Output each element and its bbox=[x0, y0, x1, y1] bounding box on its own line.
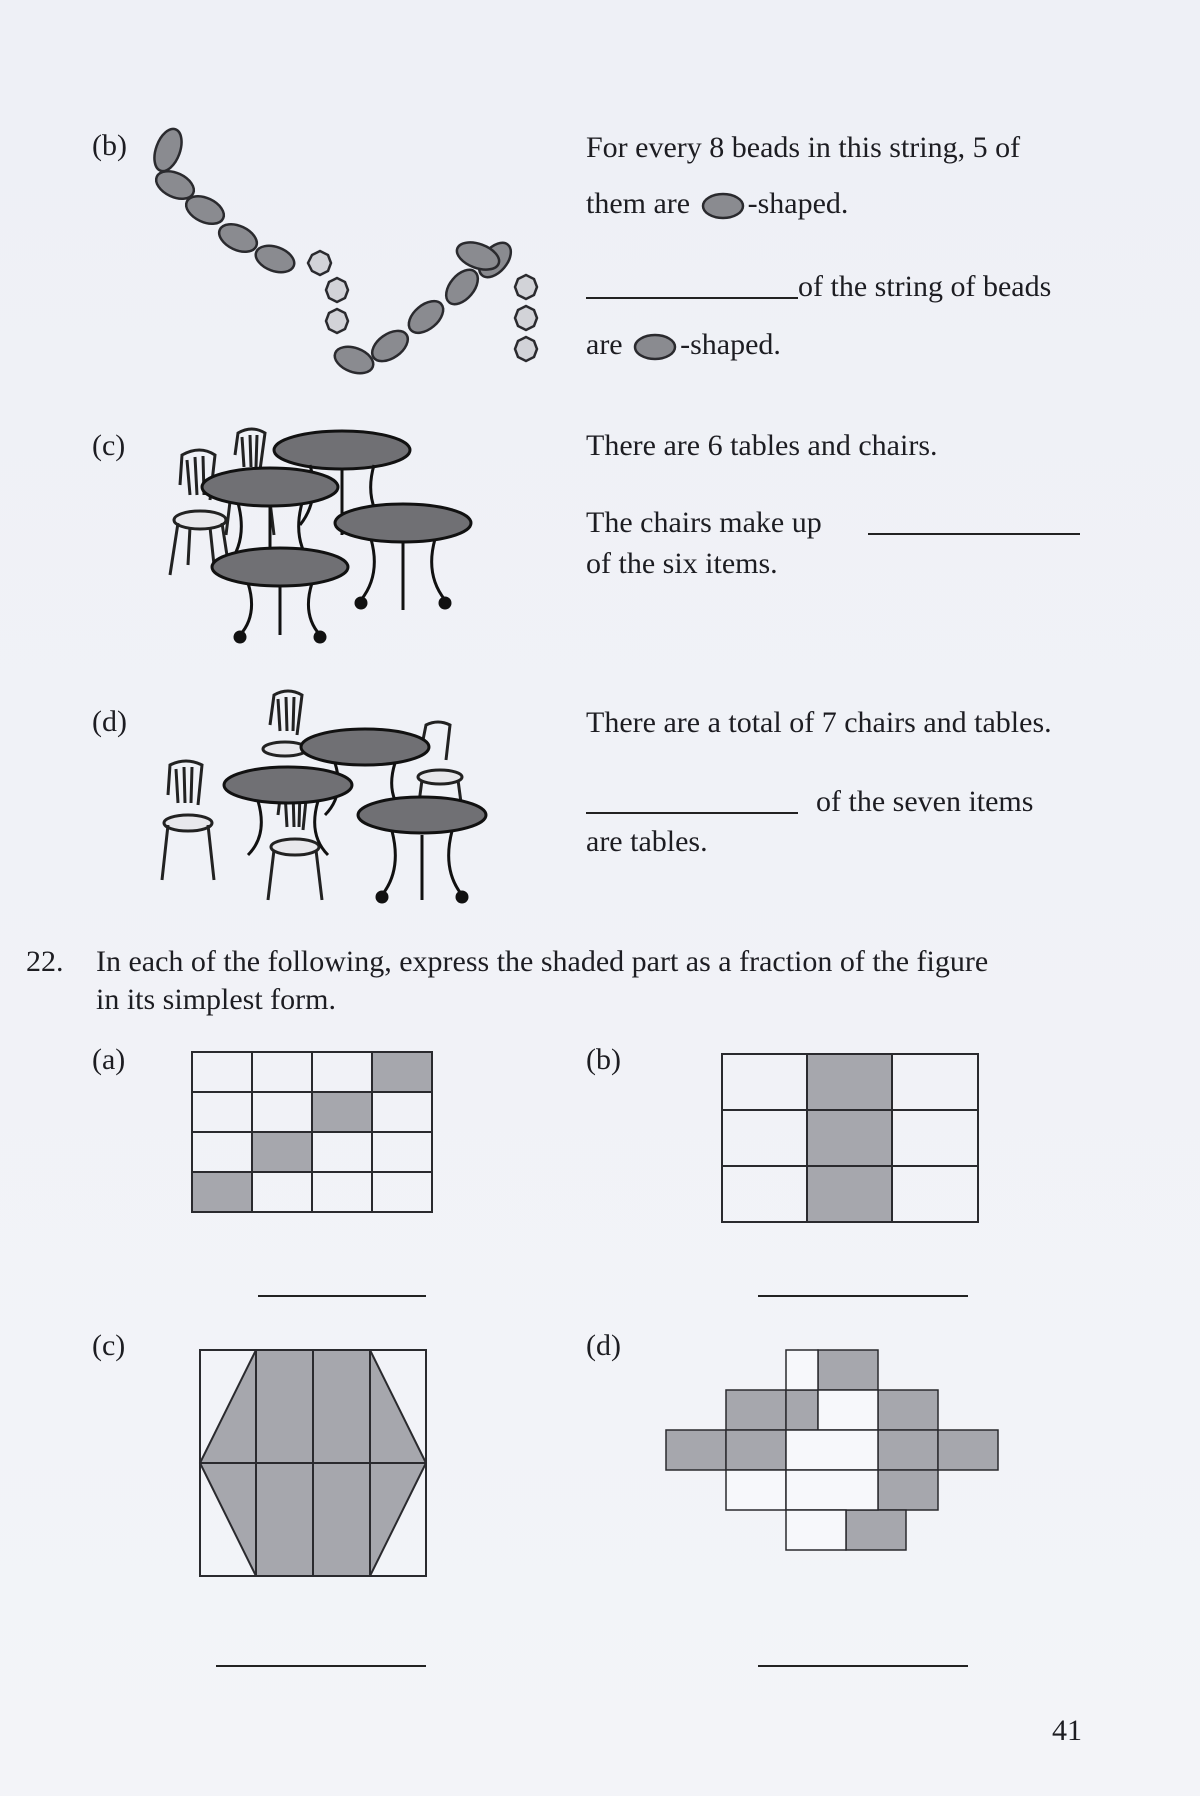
q21b-line2-post: -shaped. bbox=[747, 187, 849, 220]
q22b-answer-blank[interactable] bbox=[758, 1295, 968, 1297]
q21b-label: (b) bbox=[92, 129, 127, 162]
oval-bead bbox=[252, 241, 298, 277]
q22-prompt-line2: in its simplest form. bbox=[96, 983, 336, 1016]
q22d-answer-blank[interactable] bbox=[758, 1665, 968, 1667]
q21c-line1: There are 6 tables and chairs. bbox=[586, 429, 938, 462]
oval-bead bbox=[149, 125, 187, 175]
q22-prompt-line1: In each of the following, express the shaded part as a fraction of the figure bbox=[96, 945, 989, 978]
q21b-line4 bbox=[586, 326, 781, 364]
q21c-line3: of the six items. bbox=[586, 547, 778, 580]
q21b-line4-post: -shaped. bbox=[680, 328, 781, 361]
q21d-label: (d) bbox=[92, 705, 127, 738]
oval-bead-top bbox=[448, 236, 508, 276]
octagon-bead bbox=[308, 251, 331, 275]
q22b-grid-figure bbox=[722, 1054, 978, 1222]
q22b-label: (b) bbox=[586, 1043, 621, 1076]
oval-bead-icon bbox=[700, 192, 746, 220]
oval-bead bbox=[215, 219, 261, 258]
q21c-answer-blank[interactable] bbox=[868, 533, 1080, 535]
q22d-cross-figure bbox=[666, 1350, 1028, 1550]
chair-icon bbox=[162, 761, 214, 880]
q22a-label: (a) bbox=[92, 1043, 126, 1076]
q21d-line2: of the seven items bbox=[816, 785, 1034, 818]
octagon-bead bbox=[515, 337, 537, 361]
round-table-icon bbox=[212, 548, 348, 642]
page-number: 41 bbox=[1052, 1714, 1082, 1747]
octagon-bead bbox=[515, 306, 537, 330]
q21b-line2 bbox=[586, 185, 848, 223]
q21b-line2-pre: them are bbox=[586, 187, 691, 220]
q22-number: 22. bbox=[26, 945, 64, 978]
q22a-grid-figure bbox=[192, 1052, 432, 1212]
q21c-label: (c) bbox=[92, 429, 126, 462]
q22c-answer-blank[interactable] bbox=[216, 1665, 426, 1667]
octagon-bead bbox=[326, 309, 348, 333]
oval-bead-icon bbox=[632, 333, 678, 361]
round-table-icon bbox=[335, 504, 471, 610]
octagon-bead bbox=[515, 275, 537, 299]
q21d-line3: are tables. bbox=[586, 825, 708, 858]
q22d-label: (d) bbox=[586, 1329, 621, 1362]
oval-bead bbox=[331, 342, 377, 378]
octagon-bead bbox=[326, 278, 348, 302]
q22c-label: (c) bbox=[92, 1329, 126, 1362]
q21d-answer-blank[interactable] bbox=[586, 812, 798, 814]
q21b-answer-blank[interactable] bbox=[586, 297, 798, 299]
q22c-hexagon-figure bbox=[200, 1350, 426, 1576]
q21b-line1: For every 8 beads in this string, 5 of bbox=[586, 131, 1021, 164]
q22a-answer-blank[interactable] bbox=[258, 1295, 426, 1297]
round-table-icon bbox=[358, 797, 486, 902]
q21c-line2: The chairs make up bbox=[586, 506, 822, 539]
q21b-line3: of the string of beads bbox=[798, 270, 1052, 303]
q21d-line1: There are a total of 7 chairs and tables. bbox=[586, 706, 1052, 739]
tables-and-chairs-illustration-d bbox=[160, 685, 520, 915]
oval-bead bbox=[403, 295, 449, 339]
q21b-line4-pre: are bbox=[586, 328, 623, 361]
tables-and-chairs-illustration-c bbox=[160, 425, 520, 645]
